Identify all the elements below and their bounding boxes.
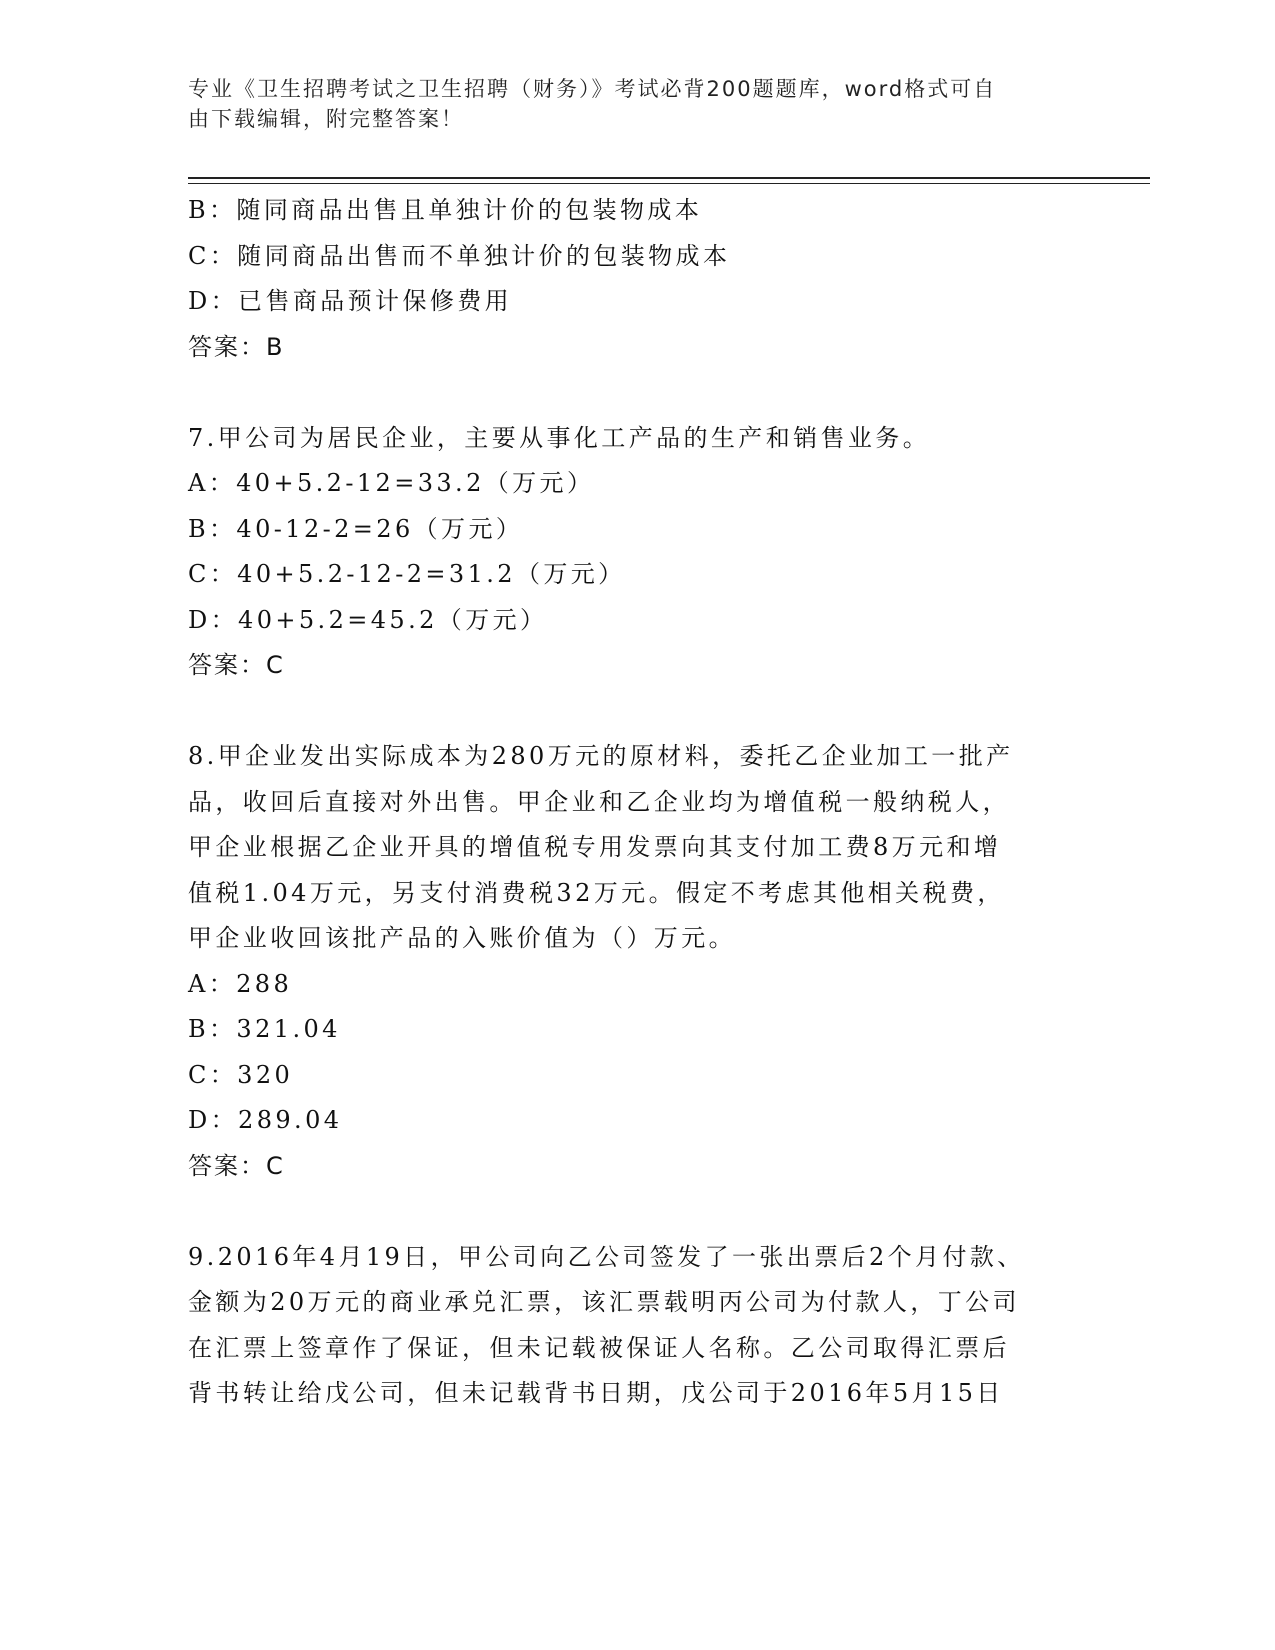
- stem-line: 品，收回后直接对外出售。甲企业和乙企业均为增值税一般纳税人，: [188, 787, 1010, 816]
- stem-line: 8.甲企业发出实际成本为280万元的原材料，委托乙企业加工一批产: [188, 742, 1014, 770]
- spacer: [188, 689, 1068, 735]
- question-list: [188, 188, 1068, 1417]
- option-b: B：40-12-2=26（万元）: [188, 514, 524, 543]
- option-d: D：289.04: [188, 1106, 343, 1134]
- answer-label: 答案：C: [188, 1151, 285, 1180]
- option-d: D：已售商品预计保修费用: [188, 287, 513, 315]
- option-b: B：321.04: [188, 1015, 341, 1043]
- spacer: [188, 1189, 1068, 1235]
- spacer: [188, 370, 1068, 416]
- stem-line: 金额为20万元的商业承兑汇票，该汇票载明丙公司为付款人，丁公司: [188, 1288, 1020, 1316]
- header-title-line-2: 由下载编辑，附完整答案！: [188, 107, 464, 131]
- stem-line: 甲企业根据乙企业开具的增值税专用发票向其支付加工费8万元和增: [188, 833, 1002, 861]
- question-8: [188, 734, 1068, 1189]
- option-a: A：40+5.2-12=33.2（万元）: [188, 469, 595, 497]
- stem-line: 9.2016年4月19日，甲公司向乙公司签发了一张出票后2个月付款、: [188, 1242, 1025, 1271]
- stem-line: 值税1.04万元，另支付消费税32万元。假定不考虑其他相关税费，: [188, 878, 1005, 907]
- header-title-line-1: 专业《卫生招聘考试之卫生招聘（财务）》考试必背200题题库，word格式可自: [188, 77, 997, 101]
- document-header: [188, 74, 1088, 134]
- question-stem: [188, 1235, 1068, 1417]
- answer-label: 答案：C: [188, 651, 285, 679]
- option-c: C：40+5.2-12-2=31.2（万元）: [188, 560, 626, 588]
- question-stem: 7.甲公司为居民企业，主要从事化工产品的生产和销售业务。: [188, 423, 931, 452]
- stem-line: 在汇票上签章作了保证，但未记载被保证人名称。乙公司取得汇票后: [188, 1333, 1010, 1362]
- question-6: [188, 188, 1068, 370]
- option-c: C：320: [188, 1060, 294, 1089]
- option-d: D：40+5.2=45.2（万元）: [188, 605, 548, 634]
- stem-line: 甲企业收回该批产品的入账价值为（）万元。: [188, 924, 736, 952]
- option-a: A：288: [188, 969, 293, 998]
- answer-label: 答案：B: [188, 332, 285, 361]
- option-c: C：随同商品出售而不单独计价的包装物成本: [188, 241, 731, 270]
- question-7: [188, 416, 1068, 689]
- header-divider-thick: [188, 177, 1150, 179]
- stem-line: 背书转让给戊公司，但未记载背书日期，戊公司于2016年5月15日: [188, 1379, 1004, 1407]
- header-divider-thin: [188, 183, 1150, 184]
- question-stem: [188, 734, 1068, 962]
- option-b: B：随同商品出售且单独计价的包装物成本: [188, 196, 703, 224]
- question-9: [188, 1235, 1068, 1417]
